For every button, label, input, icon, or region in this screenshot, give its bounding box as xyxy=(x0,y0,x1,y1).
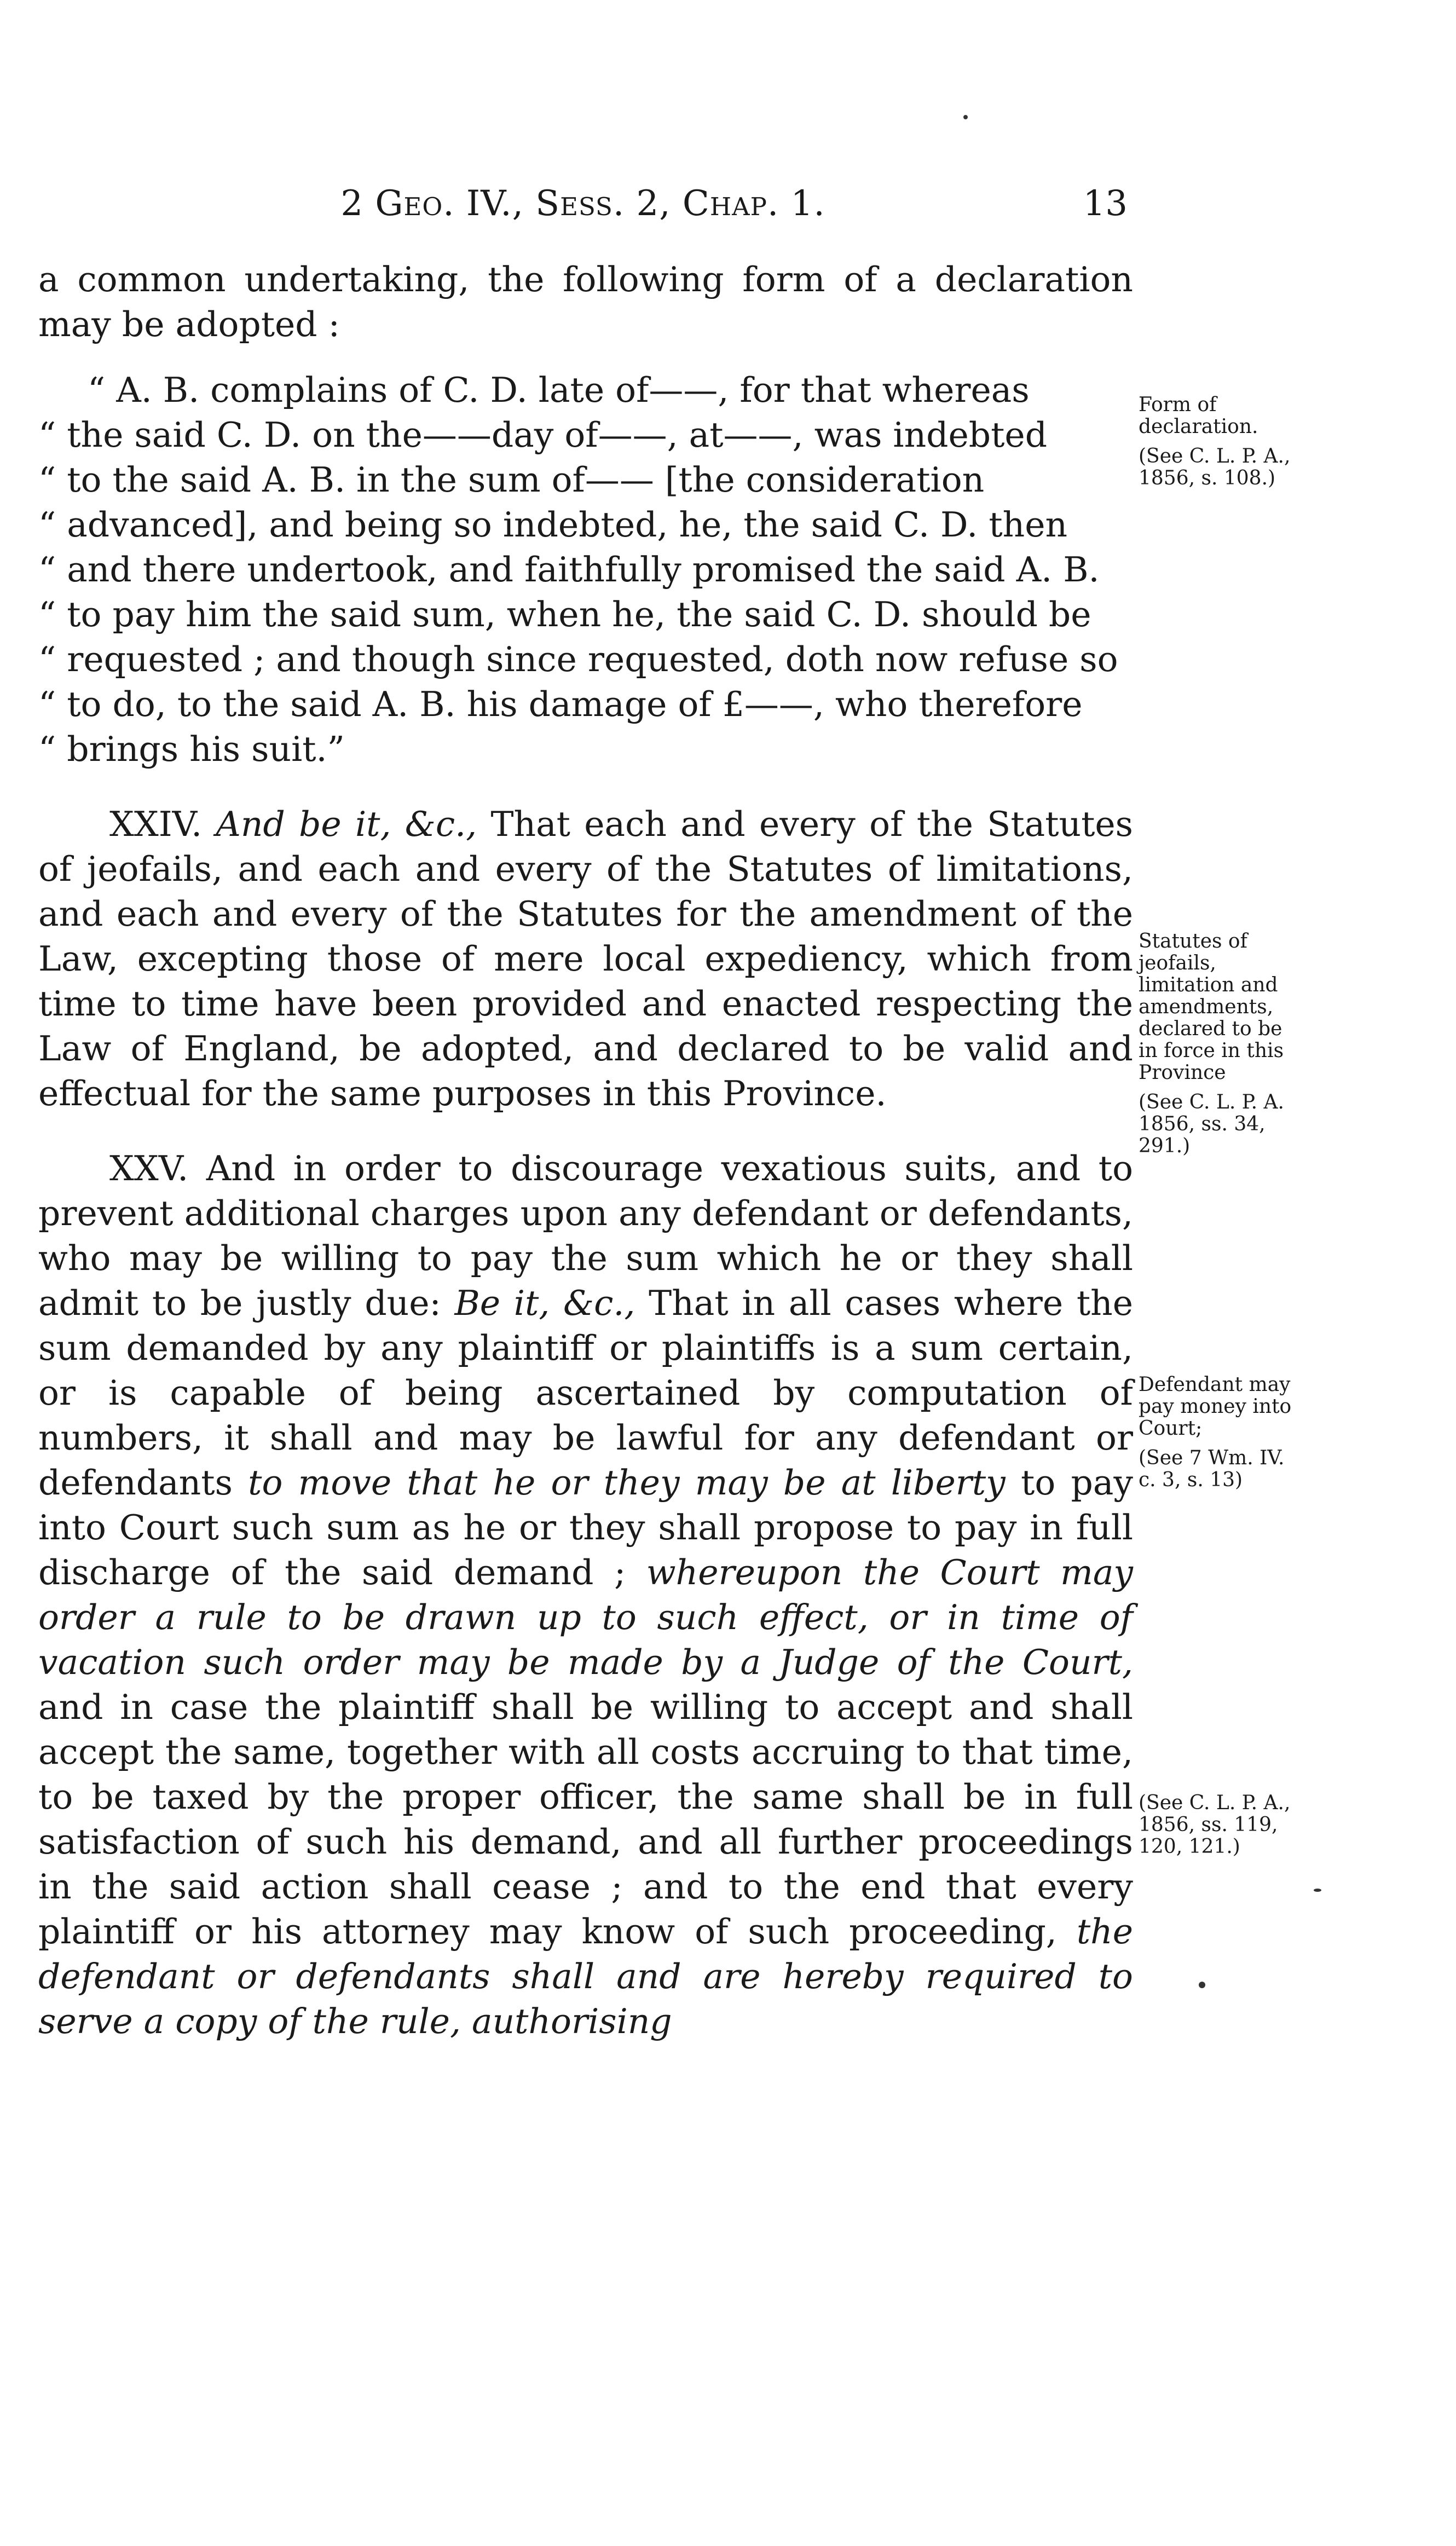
print-speck xyxy=(1199,1982,1205,1988)
italic-text: whereupon the Court may order a rule to be drawn up to such effect, or in time of vacation such order may be made by a Judge of the Court, xyxy=(38,1552,1133,1682)
section-text: That each and every of the Statutes of jeofails, and each and every of the Statutes of limitations, and each and every of the Statutes for the amendment of the Law, excepting those of mere local expediency, which from time to time have been provided and enacted respecting the Law of England, be adopted, and declared to be valid and effectual for the same purposes in this Province. xyxy=(38,804,1134,1113)
section-xxv xyxy=(38,1146,1133,2044)
margin-note-reference: (See 7 Wm. IV. c. 3, s. 13) xyxy=(1139,1447,1285,1491)
italic-text: to move that he or they may be at liberty xyxy=(248,1463,1006,1503)
print-speck xyxy=(963,115,968,119)
declaration-line: “ and there undertook, and faithfully promised the said A. B. xyxy=(38,550,1100,590)
italic-text: the defendant or defendants shall and are hereby required to serve a copy of the rule, authorising xyxy=(38,1912,1133,2041)
declaration-line: “ to pay him the said sum, when he, the said C. D. should be xyxy=(38,594,1091,634)
section-xxiv xyxy=(38,802,1133,1116)
enacting-clause: Be it, &c., xyxy=(454,1283,635,1323)
margin-note-heading: Form of declaration. xyxy=(1139,394,1258,438)
margin-note-defendant-may-pay xyxy=(1139,1374,1303,1491)
page-number: 13 xyxy=(1083,183,1128,224)
margin-note-reference: (See C. L. P. A., 1856, s. 108.) xyxy=(1139,445,1291,489)
section-text: And in order to discourage vexatious suits, and to prevent additional charges upon any defendant or defendants, who may be willing to pay the sum which he or they shall admit to be justly due: xyxy=(38,1148,1133,1323)
running-header xyxy=(38,183,1128,227)
declaration-line: “ requested ; and though since requested, doth now refuse so xyxy=(38,639,1118,679)
section-text: to pay into Court such sum as he or they shall propose to pay in full discharge of the said demand ; xyxy=(38,1463,1133,1592)
margin-note-statutes xyxy=(1139,931,1303,1157)
enacting-clause: And be it, &c., xyxy=(216,804,477,844)
main-text-column xyxy=(38,257,1133,2044)
declaration-line: “ brings his suit.” xyxy=(38,729,345,769)
declaration-line: “ the said C. D. on the——day of——, at——, was indebted xyxy=(38,415,1048,455)
section-text: That in all cases where the sum demanded by any plaintiff or plaintiffs is a sum certain, or is capable of being ascertained by computation of numbers, it shall and may be lawful for any defendant or defendants xyxy=(38,1283,1133,1503)
declaration-line: “ advanced], and being so indebted, he, the said C. D. then xyxy=(38,505,1068,545)
print-speck xyxy=(1314,1889,1321,1892)
declaration-form xyxy=(38,368,1133,772)
intro-paragraph: a common undertaking, the following form of a declaration may be adopted : xyxy=(38,259,1133,344)
margin-note-form-of-declaration xyxy=(1139,394,1303,489)
section-numeral: XXIV. xyxy=(109,804,203,844)
section-text: and in case the plaintiff shall be willing to accept and shall accept the same, together with all costs accruing to that time, to be taxed by the proper officer, the same shall be in full satisfaction of such his demand, and all further proceedings in the said action shall cease ; and to the end that every plaintiff or his attorney may know of such proceeding, xyxy=(38,1687,1133,1952)
margin-note-heading: Defendant may pay money into Court; xyxy=(1139,1373,1292,1440)
margin-note-reference: (See C. L. P. A., 1856, ss. 119, 120, 121.) xyxy=(1139,1792,1291,1858)
declaration-line: “ to the said A. B. in the sum of—— [the consideration xyxy=(38,460,985,500)
margin-note-reference: (See C. L. P. A. 1856, ss. 34, 291.) xyxy=(1139,1091,1284,1157)
declaration-line: “ to do, to the said A. B. his damage of £——, who therefore xyxy=(38,684,1083,724)
margin-note-clpa-reference xyxy=(1139,1785,1303,1858)
declaration-line: “ A. B. complains of C. D. late of——, for that whereas xyxy=(88,370,1030,410)
section-numeral: XXV. xyxy=(109,1148,189,1188)
running-title: 2 Geo. IV., Sess. 2, Chap. 1. xyxy=(340,183,825,224)
margin-note-heading: Statutes of jeofails, limitation and amendments, declared to be in force in this Province xyxy=(1139,930,1284,1084)
